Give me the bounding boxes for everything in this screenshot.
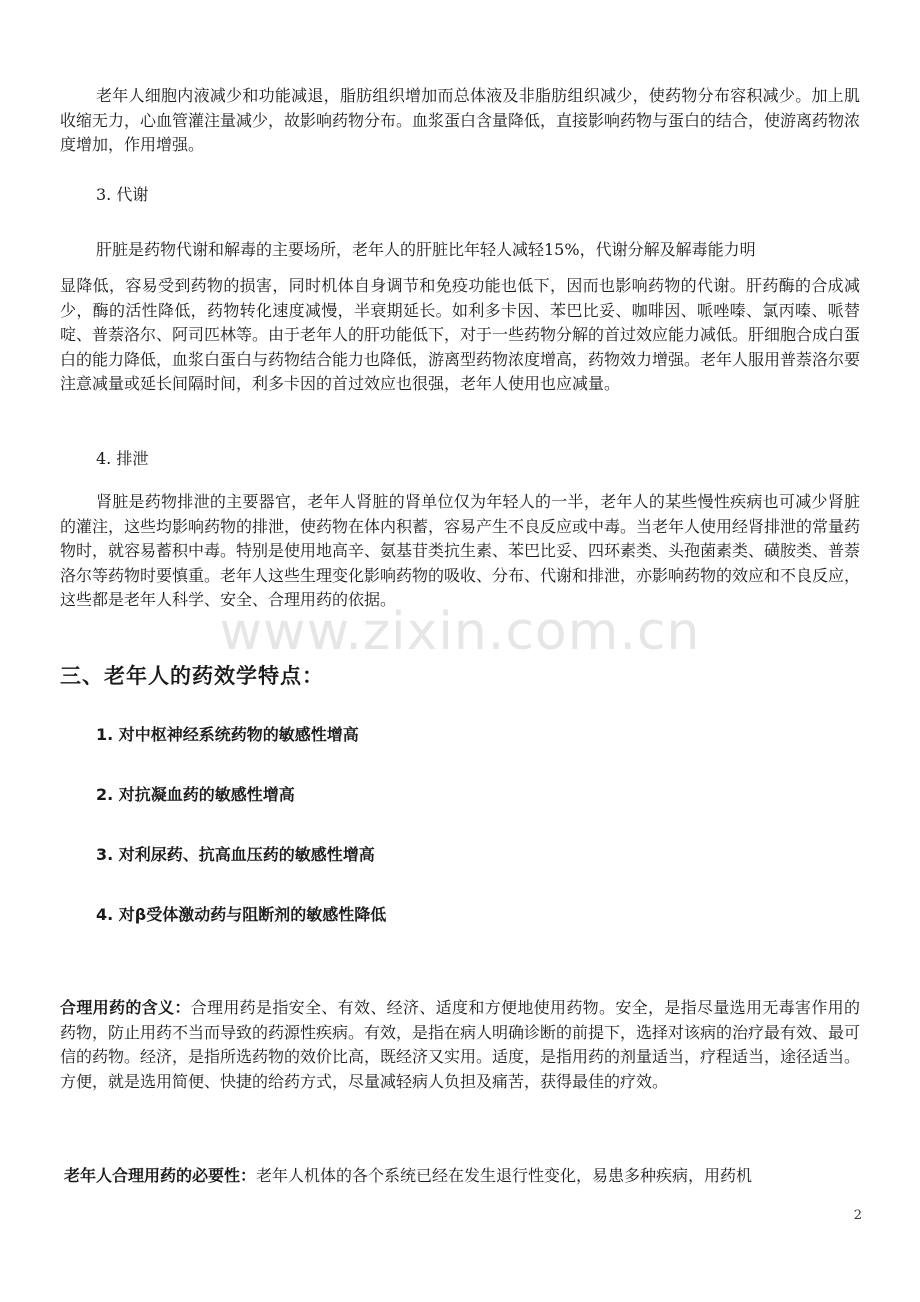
necessity-lead: 老年人合理用药的必要性： [64,1166,257,1185]
pharmacodynamics-item-2: 2. 对抗凝血药的敏感性增高 [96,785,295,804]
rational-use-body: 合理用药是指安全、有效、经济、适度和方便地使用药物。安全，是指尽量选用无毒害作用的药物，防止用药不当而导致的药源性疾病。有效，是指在病人明确诊断的前提下，选择对该病的治疗最有效、最可信的药物。经济，是指所选药物的效价比高，既经济又实用。适度，是指用药的剂量适当，疗程适当，途径适当。方便，就是选用简便、快捷的给药方式，尽量减轻病人负担及痛苦，获得最佳的疗效。 [60,998,861,1091]
distribution-paragraph: 老年人细胞内液减少和功能减退，脂肪组织增加而总体液及非脂肪组织减少，使药物分布容积减少。加上肌收缩无力，心血管灌注量减少，故影响药物分布。血浆蛋白含量降低，直接影响药物与蛋白的结合，使游离药物浓度增加，作用增强。 [60,86,861,154]
metabolism-paragraph-line1: 肝脏是药物代谢和解毒的主要场所，老年人的肝脏比年轻人减轻15%，代谢分解及解毒能力明 [96,240,756,259]
metabolism-paragraph: 显降低，容易受到药物的损害，同时机体自身调节和免疫功能也低下，因而也影响药物的代谢。肝药酶的合成减少，酶的活性降低，药物转化速度减慢，半衰期延长。如利多卡因、苯巴比妥、咖啡因、哌唑嗪、氯丙嗪、哌替啶、普萘洛尔、阿司匹林等。由于老年人的肝功能低下，对于一些药物分解的首过效应能力减低。肝细胞合成白蛋白的能力降低，血浆白蛋白与药物结合能力也降低，游离型药物浓度增高，药物效力增强。老年人服用普萘洛尔要注意减量或延长间隔时间，利多卡因的首过效应也很强，老年人使用也应减量。 [60,276,861,393]
page-number: 2 [853,1208,862,1223]
necessity-paragraph [64,1164,860,1189]
pharmacodynamics-item-1: 1. 对中枢神经系统药物的敏感性增高 [96,725,359,744]
pharmacodynamics-item-3: 3. 对利尿药、抗高血压药的敏感性增高 [96,845,375,864]
metabolism-heading: 3. 代谢 [96,185,149,204]
excretion-paragraph: 肾脏是药物排泄的主要器官，老年人肾脏的肾单位仅为年轻人的一半，老年人的某些慢性疾病也可减少肾脏的灌注，这些均影响药物的排泄，使药物在体内积蓄，容易产生不良反应或中毒。当老年人使用经肾排泄的常量药物时，就容易蓄积中毒。特别是使用地高辛、氨基苷类抗生素、苯巴比妥、四环素类、头孢菌素类、磺胺类、普萘洛尔等药物时要慎重。老年人这些生理变化影响药物的吸收、分布、代谢和排泄，亦影响药物的效应和不良反应，这些都是老年人科学、安全、合理用药的依据。 [60,492,861,609]
section-3-title: 三、老年人的药效学特点： [60,664,324,688]
rational-use-paragraph [60,996,860,1094]
necessity-body: 老年人机体的各个系统已经在发生退行性变化，易患多种疾病，用药机 [256,1166,753,1185]
watermark: www.zixin.com.cn [219,602,701,662]
excretion-heading: 4. 排泄 [96,449,149,468]
rational-use-lead: 合理用药的含义： [60,998,191,1017]
pharmacodynamics-item-4: 4. 对β受体激动药与阻断剂的敏感性降低 [96,905,387,924]
